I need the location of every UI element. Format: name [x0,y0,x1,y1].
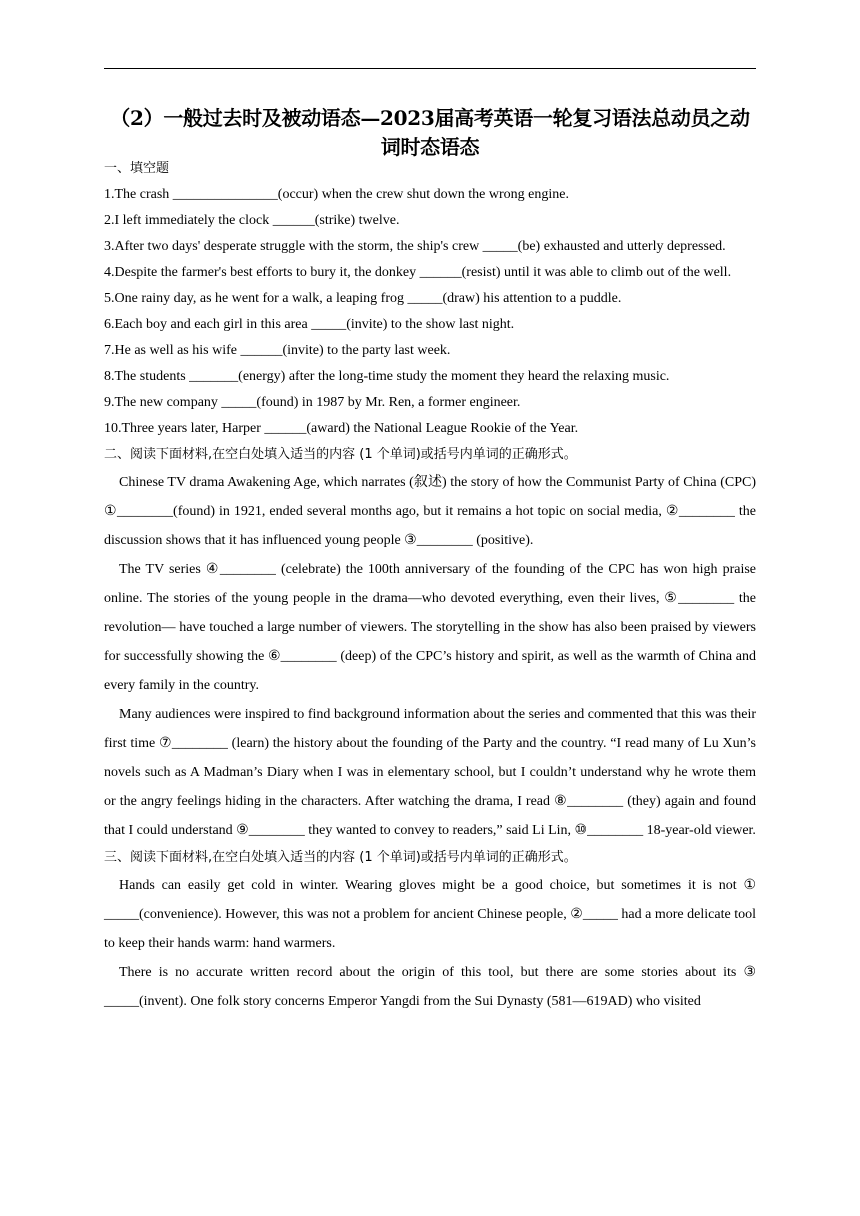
header-rule [104,68,756,69]
section-heading-reading-1: 二、阅读下面材料,在空白处填入适当的内容 (1 个单词)或括号内单词的正确形式。 [104,447,577,462]
question-9: 9.The new company _____(found) in 1987 by Mr. Ren, a former engineer. [104,395,521,410]
section-heading-fill-blank: 一、填空题 [104,161,170,176]
question-1: 1.The crash _______________(occur) when the crew shut down the wrong engine. [104,187,569,202]
question-3: 3.After two days' desperate struggle with the storm, the ship's crew _____(be) exhausted and utterly depressed. [104,239,726,254]
section-heading-reading-2: 三、阅读下面材料,在空白处填入适当的内容 (1 个单词)或括号内单词的正确形式。 [104,850,577,865]
document-title: （2）一般过去时及被动语态—2023届高考英语一轮复习语法总动员之动词时态语态 [110,106,750,159]
document-body [104,156,756,1016]
question-2: 2.I left immediately the clock ______(strike) twelve. [104,213,400,228]
reading-2-paragraph-2: There is no accurate written record about the origin of this tool, but there are some stories about its ③ _____(invent). One folk story concerns Emperor Yangdi from the Sui Dynasty (581—619AD) who visited [104,965,756,1009]
question-4: 4.Despite the farmer's best efforts to bury it, the donkey ______(resist) until it was able to climb out of the well. [104,265,732,280]
question-6: 6.Each boy and each girl in this area _____(invite) to the show last night. [104,317,515,332]
reading-1-paragraph-3: Many audiences were inspired to find background information about the series and commented that this was their first time ⑦________ (learn) the history about the founding of the Party and the country. “I read many of Lu Xun’s novels such as A Madman’s Diary when I was in elementary school, but I couldn’t understand why he wrote them or the angry feelings hiding in the characters. After watching the drama, I read ⑧________ (they) again and found that I could understand ⑨________ they wanted to convey to readers,” said Li Lin, ⑩________ 18-year-old viewer. [104,707,756,838]
reading-1-paragraph-1: Chinese TV drama Awakening Age, which narrates (叙述) the story of how the Communist Party of China (CPC) ①________(found) in 1921, ended several months ago, but it remains a hot topic on social media, ②________ the discussion shows that it has influenced young people ③________ (positive). [104,475,756,548]
question-5: 5.One rainy day, as he went for a walk, a leaping frog _____(draw) his attention to a puddle. [104,291,622,306]
reading-1-paragraph-2: The TV series ④________ (celebrate) the 100th anniversary of the founding of the CPC has won high praise online. The stories of the young people in the drama—who devoted everything, even their lives, ⑤________ the revolution— have touched a large number of viewers. The storytelling in the show has also been praised by viewers for successfully showing the ⑥________ (deep) of the CPC’s history and spirit, as well as the warmth of China and every family in the country. [104,562,756,693]
question-7: 7.He as well as his wife ______(invite) to the party last week. [104,343,451,358]
reading-2-paragraph-1: Hands can easily get cold in winter. Wearing gloves might be a good choice, but sometimes it is not ① _____(convenience). However, this was not a problem for ancient Chinese people, ②_____ had a more delicate tool to keep their hands warm: hand warmers. [104,878,756,951]
question-10: 10.Three years later, Harper ______(award) the National League Rookie of the Year. [104,421,579,436]
question-8: 8.The students _______(energy) after the long-time study the moment they heard the relaxing music. [104,369,670,384]
